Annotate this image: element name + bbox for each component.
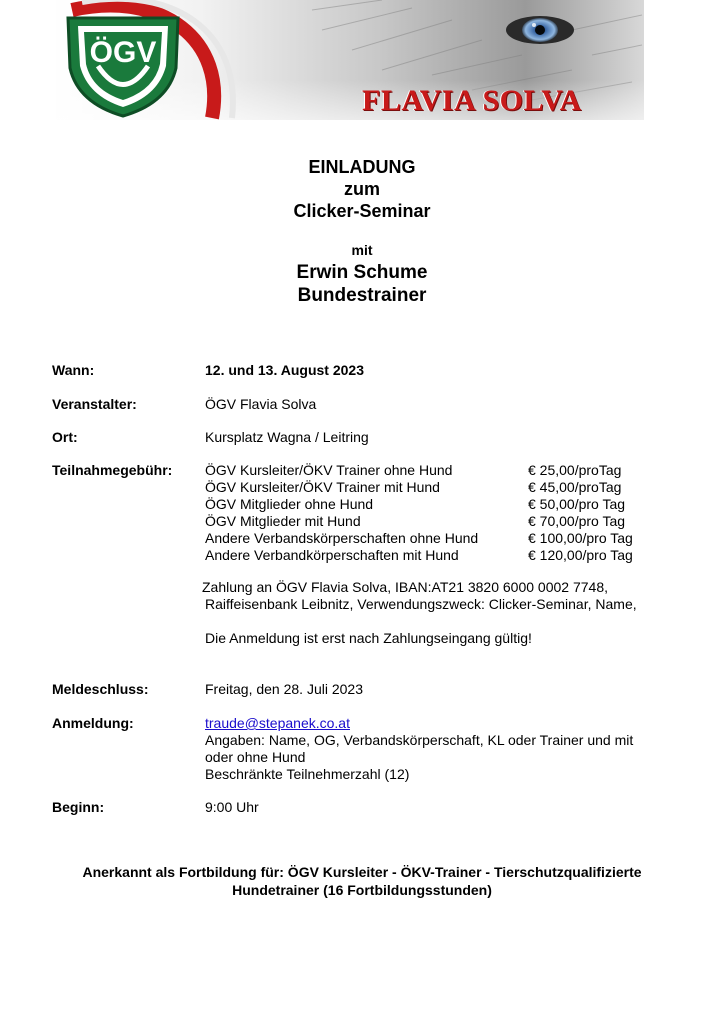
payment-line: Raiffeisenbank Leibnitz, Verwendungszweck: Clicker-Seminar, Name, xyxy=(205,596,637,612)
fee-price: € 50,00/pro Tag xyxy=(528,496,626,512)
fee-table xyxy=(205,462,655,564)
fee-label: Andere Verbandskörperschaften ohne Hund xyxy=(205,530,479,546)
payment-info xyxy=(202,579,637,613)
logo-text: ÖGV xyxy=(89,36,157,69)
fee-row xyxy=(205,547,655,564)
ort-value: Kursplatz Wagna / Leitring xyxy=(205,429,369,445)
wann-value: 12. und 13. August 2023 xyxy=(205,362,364,378)
fee-label: ÖGV Kursleiter/ÖKV Trainer mit Hund xyxy=(205,479,440,495)
gebuehr-label: Teilnahmegebühr: xyxy=(52,462,173,478)
meldeschluss-label: Meldeschluss: xyxy=(52,681,149,697)
fee-label: ÖGV Mitglieder ohne Hund xyxy=(205,496,374,512)
anmeldung-block xyxy=(205,715,633,783)
angaben-line: oder ohne Hund xyxy=(205,749,306,765)
anmeldung-label: Anmeldung: xyxy=(52,715,134,731)
beginn-label: Beginn: xyxy=(52,799,105,815)
fee-price: € 45,00/proTag xyxy=(528,479,622,495)
fee-row xyxy=(205,530,655,547)
header-banner xyxy=(52,0,644,120)
banner-title: FLAVIA SOLVA xyxy=(362,84,582,117)
angaben-line: Angaben: Name, OG, Verbandskörperschaft, KL oder Trainer und mit xyxy=(205,732,634,748)
payment-line: Zahlung an ÖGV Flavia Solva, IBAN:AT21 3820 6000 0002 7748, xyxy=(202,579,608,595)
trainer-role: Bundestrainer xyxy=(297,285,427,306)
fee-label: Andere Verbandkörperschaften mit Hund xyxy=(205,547,459,563)
accreditation-note xyxy=(40,863,684,899)
invitation-heading: EINLADUNG xyxy=(308,157,416,177)
fee-row xyxy=(205,513,655,530)
fee-label: ÖGV Mitglieder mit Hund xyxy=(205,513,361,529)
participant-limit: Beschränkte Teilnehmerzahl (12) xyxy=(205,766,410,782)
beginn-value: 9:00 Uhr xyxy=(205,799,259,815)
veranstalter-value: ÖGV Flavia Solva xyxy=(205,396,317,412)
ort-label: Ort: xyxy=(52,429,78,445)
fee-row xyxy=(205,479,655,496)
wann-label: Wann: xyxy=(52,362,95,378)
trainer-name: Erwin Schume xyxy=(296,262,428,283)
meldeschluss-value: Freitag, den 28. Juli 2023 xyxy=(205,681,363,697)
fee-price: € 100,00/pro Tag xyxy=(528,530,633,546)
veranstalter-label: Veranstalter: xyxy=(52,396,137,412)
seminar-title: Clicker-Seminar xyxy=(293,201,431,221)
registration-note: Die Anmeldung ist erst nach Zahlungseingang gültig! xyxy=(205,630,532,646)
accreditation-line: Anerkannt als Fortbildung für: ÖGV Kursleiter - ÖKV-Trainer - Tierschutzqualifizierte xyxy=(82,864,642,880)
fee-price: € 25,00/proTag xyxy=(528,462,622,478)
registration-email-link[interactable]: traude@stepanek.co.at xyxy=(205,715,350,731)
accreditation-line: Hundetrainer (16 Fortbildungsstunden) xyxy=(232,882,492,898)
fee-row xyxy=(205,496,655,513)
ogv-club-logo-icon xyxy=(58,8,188,118)
fee-row xyxy=(205,462,655,479)
fee-label: ÖGV Kursleiter/ÖKV Trainer ohne Hund xyxy=(205,462,453,478)
fee-price: € 70,00/pro Tag xyxy=(528,513,626,529)
heading-mit: mit xyxy=(351,242,373,258)
heading-zum: zum xyxy=(344,179,380,199)
fee-price: € 120,00/pro Tag xyxy=(528,547,633,563)
